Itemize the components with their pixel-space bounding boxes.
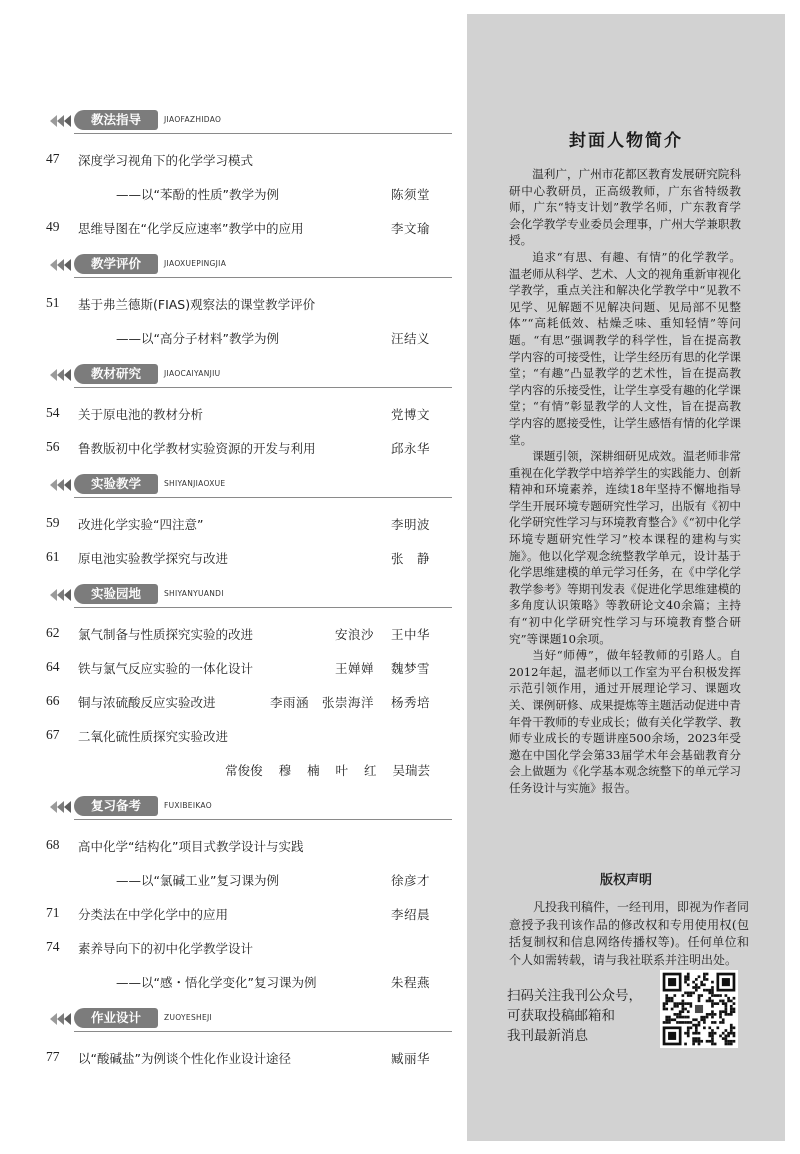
- bio-paragraph: 课题引领，深耕细研见成效。温老师非常重视在化学教学中培养学生的实践能力、创新精神和环境素养，连续18年坚持不懈地指导学生开展环境专题研究性学习，出版有《初中化学研究性学习与环境教育整合》《“初中化学环境专题研究性学习”校本课程的建构与实施》。他以化学观念统整教学单元，设计基于化学思维建模的单元学习任务，在《中学化学教学参考》等期刊发表《促进化学思维建模的多角度认识策略》等教研论文40余篇；主持有“初中化学研究性学习与环境教育整合研究”等课题10余项。: [509, 449, 742, 646]
- article-title: 分类法在中学化学中的应用: [78, 907, 229, 922]
- page-number: 61: [46, 549, 60, 564]
- author: 魏梦雪: [390, 661, 430, 676]
- section-rule: [74, 277, 452, 278]
- section-arrow-icon: [50, 257, 72, 273]
- section-header: [40, 1008, 440, 1030]
- section-arrow-icon: [50, 477, 72, 493]
- page-number: 54: [46, 405, 60, 420]
- toc-entry[interactable]: [40, 508, 440, 542]
- article-title: 改进化学实验“四注意”: [78, 517, 204, 532]
- section-label: 教学评价: [74, 254, 158, 274]
- toc-entry[interactable]: [40, 864, 440, 898]
- co-author: 安浪沙: [334, 627, 374, 642]
- section-rule: [74, 607, 452, 608]
- page-number: 67: [46, 727, 60, 742]
- article-title: 素养导向下的初中化学教学设计: [78, 941, 254, 956]
- copyright-body: [509, 899, 749, 969]
- author-list: 常俊俊 穆 楠 叶 红 吴瑞芸: [225, 763, 430, 778]
- article-subtitle: ——以“氯碱工业”复习课为例: [116, 873, 279, 888]
- section-rule: [74, 497, 452, 498]
- author: 陈须堂: [390, 187, 430, 202]
- section-header: [40, 474, 440, 496]
- qr-caption-line: 扫码关注我刊公众号，: [507, 988, 642, 1004]
- section-pinyin: SHIYANYUANDI: [164, 589, 224, 598]
- bio-paragraph: 温利广，广州市花都区教育发展研究院科研中心教研员，正高级教师，广东省特级教师，广东“特支计划”教学名师，广东教育学会化学教学专业委员会理事，广州大学兼职教授。: [509, 167, 741, 248]
- article-subtitle: ——以“高分子材料”教学为例: [116, 331, 279, 346]
- toc-entry[interactable]: [40, 754, 440, 788]
- article-subtitle: ——以“苯酚的性质”教学为例: [116, 187, 279, 202]
- page-number: 68: [46, 837, 60, 852]
- toc-entry[interactable]: [40, 686, 440, 720]
- article-title: 鲁教版初中化学教材实验资源的开发与利用: [78, 441, 316, 456]
- toc-entry[interactable]: [40, 178, 440, 212]
- author: 徐彦才: [390, 873, 430, 888]
- section-pinyin: JIAOXUEPINGJIA: [164, 259, 227, 268]
- section-label: 作业设计: [74, 1008, 158, 1028]
- page-number: 71: [46, 905, 60, 920]
- author: 朱程燕: [390, 975, 430, 990]
- article-title: 基于弗兰德斯(FIAS)观察法的课堂教学评价: [78, 297, 316, 312]
- toc-entry[interactable]: [40, 542, 440, 576]
- qr-code-icon[interactable]: [660, 970, 738, 1048]
- article-title: 思维导图在“化学反应速率”教学中的应用: [78, 221, 304, 236]
- section-arrow-icon: [50, 1011, 72, 1027]
- section-label: 实验园地: [74, 584, 158, 604]
- co-author: 李雨涵 张崇海洋: [269, 695, 374, 710]
- page-number: 64: [46, 659, 60, 674]
- author: 王中华: [390, 627, 430, 642]
- section-rule: [74, 819, 452, 820]
- author: 张 静: [390, 551, 430, 566]
- toc-entry[interactable]: [40, 932, 440, 966]
- section-header: [40, 584, 440, 606]
- author: 邱永华: [390, 441, 430, 456]
- page-number: 47: [46, 151, 60, 166]
- section-arrow-icon: [50, 367, 72, 383]
- article-subtitle: ——以“感・悟化学变化”复习课为例: [116, 975, 317, 990]
- section-pinyin: SHIYANJIAOXUE: [164, 479, 226, 488]
- section-rule: [74, 133, 452, 134]
- section-label: 实验教学: [74, 474, 158, 494]
- section-label: 教法指导: [74, 110, 158, 130]
- qr-caption-line: 我刊最新消息: [507, 1028, 588, 1044]
- section-header: [40, 110, 440, 132]
- article-title: 深度学习视角下的化学学习模式: [78, 153, 254, 168]
- toc-entry[interactable]: [40, 432, 440, 466]
- author: 臧丽华: [390, 1051, 430, 1066]
- author: 杨秀培: [390, 695, 430, 710]
- page-number: 74: [46, 939, 60, 954]
- toc-entry[interactable]: [40, 966, 440, 1000]
- page-number: 77: [46, 1049, 60, 1064]
- toc-entry[interactable]: [40, 1042, 440, 1076]
- section-pinyin: JIAOCAIYANJIU: [164, 369, 221, 378]
- table-of-contents: [40, 110, 440, 1084]
- qr-caption-line: 可获取投稿邮箱和: [507, 1008, 615, 1024]
- bio-paragraph: 当好“师傅”，做年轻教师的引路人。自2012年起，温老师以工作室为平台积极发挥示范引领作用，通过开展理论学习、课题攻关、课例研修、成果提炼等主题活动促进中青年骨干教师的专业成长；做有关化学教学、教师专业成长的专题讲座500余场，2023年受邀在中国化学会第33届学术年会基础教育分会上做题为《化学基本观念统整下的单元学习任务设计与实施》报告。: [509, 648, 741, 795]
- page-number: 59: [46, 515, 60, 530]
- copyright-title: 版权声明: [599, 873, 652, 888]
- page-number: 56: [46, 439, 60, 454]
- toc-entry[interactable]: [40, 720, 440, 754]
- toc-entry[interactable]: [40, 144, 440, 178]
- section-header: [40, 796, 440, 818]
- author: 党博文: [390, 407, 430, 422]
- section-arrow-icon: [50, 587, 72, 603]
- toc-entry[interactable]: [40, 652, 440, 686]
- section-arrow-icon: [50, 113, 72, 129]
- toc-entry[interactable]: [40, 322, 440, 356]
- section-pinyin: JIAOFAZHIDAO: [164, 115, 222, 124]
- article-title: 氯气制备与性质探究实验的改进: [78, 627, 254, 642]
- article-title: 二氧化硫性质探究实验改进: [78, 729, 229, 744]
- article-title: 关于原电池的教材分析: [78, 407, 204, 422]
- toc-entry[interactable]: [40, 212, 440, 246]
- section-header: [40, 254, 440, 276]
- article-title: 高中化学“结构化”项目式教学设计与实践: [78, 839, 304, 854]
- page-number: 66: [46, 693, 60, 708]
- author: 李绍晨: [390, 907, 430, 922]
- author: 汪结义: [390, 331, 430, 346]
- copyright-text: 凡投我刊稿件，一经刊用，即视为作者同意授予我刊该作品的修改权和专用使用权(包括复制权和信息网络传播权等)。任何单位和个人如需转载，请与我社联系并注明出处。: [509, 900, 750, 967]
- article-title: 铜与浓硫酸反应实验改进: [78, 695, 216, 710]
- page-number: 51: [46, 295, 60, 310]
- toc-entry[interactable]: [40, 288, 440, 322]
- page-number: 62: [46, 625, 60, 640]
- cover-intro-bio: [509, 166, 741, 797]
- toc-entry[interactable]: [40, 898, 440, 932]
- toc-entry[interactable]: [40, 830, 440, 864]
- toc-entry[interactable]: [40, 618, 440, 652]
- cover-intro-panel: [467, 14, 785, 1141]
- section-label: 复习备考: [74, 796, 158, 816]
- bio-paragraph: 追求“有思、有趣、有情”的化学教学。温老师从科学、艺术、人文的视角重新审视化学教学，重点关注和解决化学教学中“见教不见学、见解题不见解决问题、见局部不见整体”“高耗低效、枯燥乏味、重知轻情”等问题。“有思”强调教学的科学性，旨在提高教学内容的可接受性，让学生经历有思的化学课堂；“有趣”凸显教学的艺术性，旨在提高教学内容的乐接受性，让学生享受有趣的化学课堂；“有情”彰显教学的人文性，旨在提高教学内容的愿接受性，让学生感悟有情的化学课堂。: [509, 249, 741, 447]
- section-pinyin: ZUOYESHEJI: [164, 1013, 213, 1022]
- author: 李文瑜: [390, 221, 430, 236]
- section-label: 教材研究: [74, 364, 158, 384]
- section-pinyin: FUXIBEIKAO: [164, 801, 212, 810]
- co-author: 王婵婵: [334, 661, 374, 676]
- author: 李明波: [390, 517, 430, 532]
- cover-intro-heading: 封面人物简介: [569, 131, 683, 151]
- toc-entry[interactable]: [40, 398, 440, 432]
- section-rule: [74, 1031, 452, 1032]
- qr-caption: [507, 986, 657, 1046]
- section-rule: [74, 387, 452, 388]
- page-number: 49: [46, 219, 60, 234]
- section-header: [40, 364, 440, 386]
- article-title: 铁与氯气反应实验的一体化设计: [78, 661, 254, 676]
- article-title: 以“酸碱盐”为例谈个性化作业设计途径: [78, 1051, 291, 1066]
- article-title: 原电池实验教学探究与改进: [78, 551, 229, 566]
- section-arrow-icon: [50, 799, 72, 815]
